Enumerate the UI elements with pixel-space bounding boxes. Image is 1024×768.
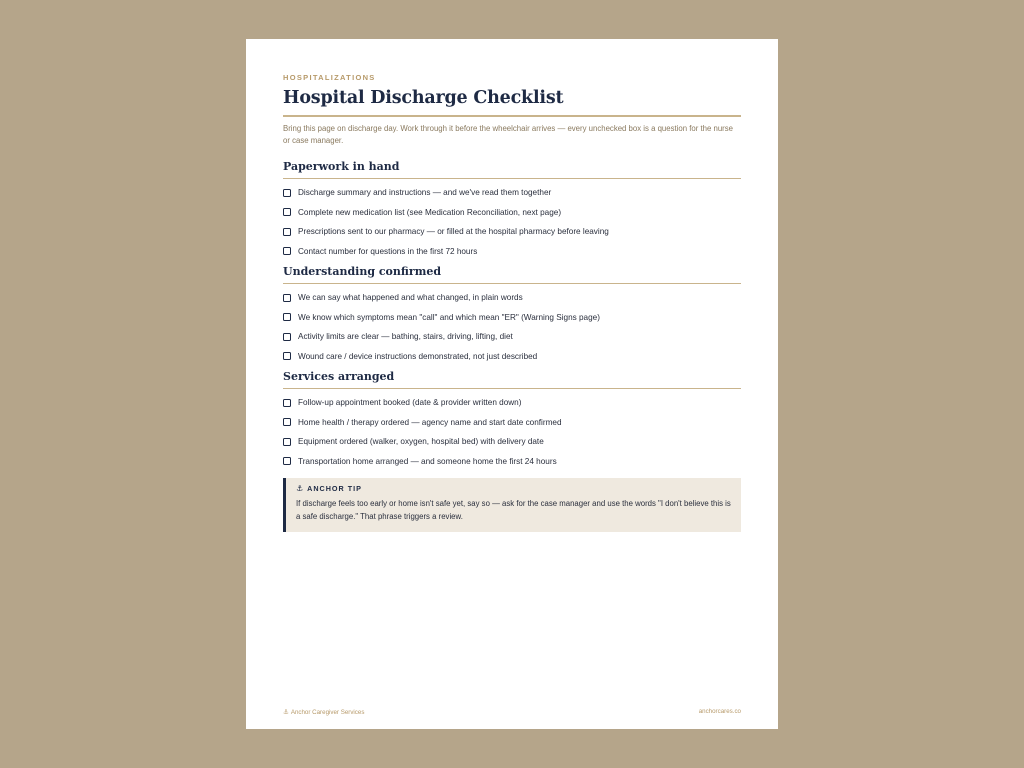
section-divider [283,178,741,179]
checkbox[interactable] [283,208,291,216]
checklist-item [283,432,741,452]
checklist-item-label: Activity limits are clear — bathing, stairs, driving, lifting, diet [298,332,513,342]
checkbox[interactable] [283,418,291,426]
checkbox[interactable] [283,294,291,302]
checklist-item-label: Equipment ordered (walker, oxygen, hospital bed) with delivery date [298,437,544,447]
checklist-item [283,222,741,242]
checklist-item-label: Home health / therapy ordered — agency name and start date confirmed [298,417,562,427]
tip-header [296,484,731,493]
title-divider [283,115,741,117]
checklist [283,393,741,471]
document-page [246,39,778,729]
checklist-item [283,393,741,413]
section-divider [283,283,741,284]
section-title: Paperwork in hand [283,160,400,173]
checkbox[interactable] [283,399,291,407]
section-services [283,370,741,471]
document-content [283,73,741,532]
category-eyebrow: HOSPITALIZATIONS [283,73,376,82]
section-divider [283,388,741,389]
checklist [283,288,741,366]
section-paperwork [283,160,741,261]
anchor-icon: ⚓ [283,709,289,716]
checklist-item [283,413,741,433]
checklist [283,183,741,261]
checkbox[interactable] [283,228,291,236]
checkbox[interactable] [283,438,291,446]
checklist-item [283,327,741,347]
footer-company: Anchor Caregiver Services [290,708,365,716]
checklist-item-label: Wound care / device instructions demonstrated, not just described [298,351,538,361]
section-title: Services arranged [283,370,395,383]
checklist-item-label: Contact number for questions in the first 72 hours [298,246,478,256]
checkbox[interactable] [283,333,291,341]
checklist-item [283,183,741,203]
footer-website: anchorcares.co [698,708,741,715]
checklist-item-label: Complete new medication list (see Medication Reconciliation, next page) [298,207,562,217]
checklist-item [283,452,741,472]
checklist-item [283,203,741,223]
checklist-item [283,242,741,262]
footer-brand [283,708,364,716]
checklist-item [283,308,741,328]
section-understanding [283,265,741,366]
checkbox[interactable] [283,313,291,321]
page-title: Hospital Discharge Checklist [283,88,564,108]
checkbox[interactable] [283,352,291,360]
checkbox[interactable] [283,247,291,255]
checklist-item [283,288,741,308]
checklist-item [283,347,741,367]
tip-body: If discharge feels too early or home isn't safe yet, say so — ask for the case manager and use the words "I don't believe this is a safe discharge." That phrase triggers a review. [296,499,731,521]
section-title: Understanding confirmed [283,265,442,278]
checklist-item-label: We know which symptoms mean "call" and which mean "ER" (Warning Signs page) [298,312,600,322]
page-footer [283,708,741,716]
checklist-item-label: Prescriptions sent to our pharmacy — or filled at the hospital pharmacy before leaving [298,227,609,237]
anchor-icon: ⚓ [296,484,305,493]
checklist-item-label: We can say what happened and what changed, in plain words [298,293,523,303]
checkbox[interactable] [283,189,291,197]
checklist-item-label: Transportation home arranged — and someone home the first 24 hours [298,456,557,466]
checkbox[interactable] [283,457,291,465]
intro-text: Bring this page on discharge day. Work through it before the wheelchair arrives — every unchecked box is a question for the nurse or case manager. [283,124,734,145]
checklist-item-label: Follow-up appointment booked (date & provider written down) [298,398,522,408]
anchor-tip-callout [283,478,741,532]
checklist-item-label: Discharge summary and instructions — and we've read them together [298,188,552,198]
tip-label: ANCHOR TIP [307,484,362,493]
